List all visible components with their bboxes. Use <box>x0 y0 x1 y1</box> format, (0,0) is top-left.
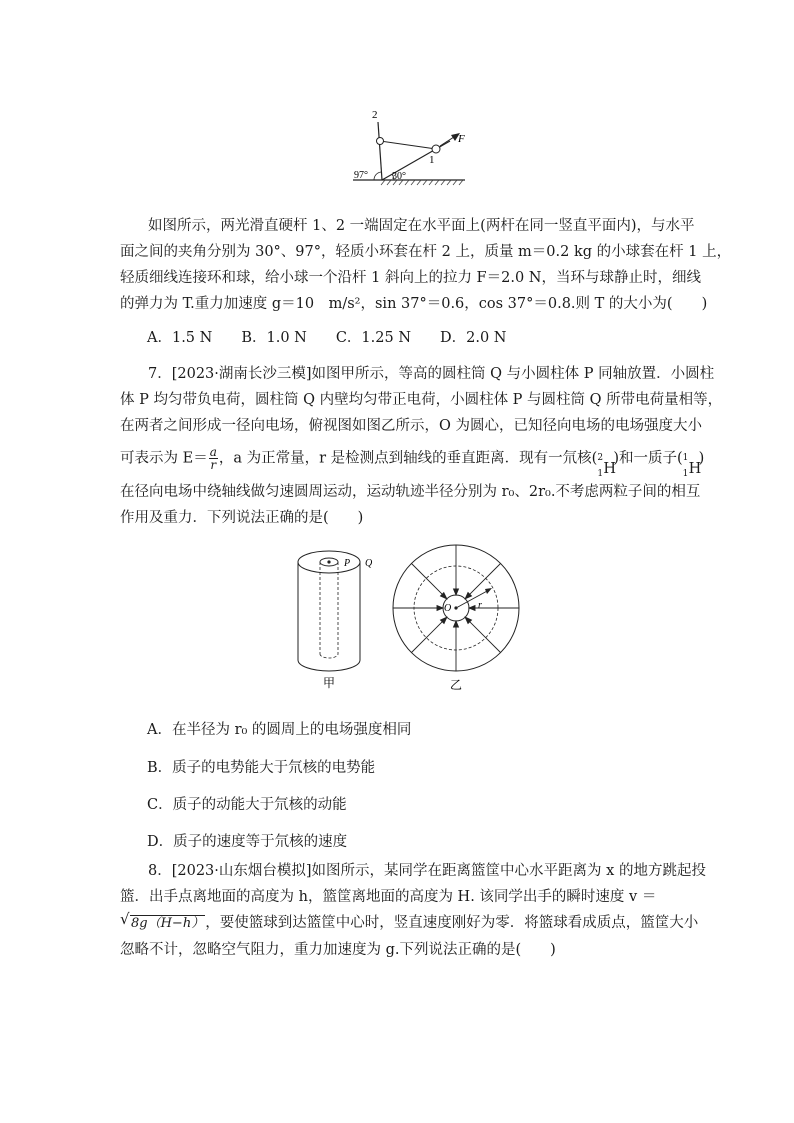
label-P: P <box>344 558 351 569</box>
radius-arrowhead <box>485 588 492 594</box>
thread <box>380 141 436 149</box>
q8-stem-line3: √ 8g（H−h），要使篮球到达篮筐中心时，竖直速度刚好为零．将篮球看成质点，篮筐大小 <box>120 910 699 931</box>
q7-stem-line4: 可表示为 E＝ $\frac{a}{r}$ ，a 为正常量，r 是检测点到轴线的垂直距离．现有一氘核( 2 1 H )和一质子( 1 1 H ) <box>120 445 705 479</box>
q8-stem-line2: 篮．出手点离地面的高度为 h，篮筐离地面的高度为 H. 该同学出手的瞬时速度 v ＝ <box>120 889 657 905</box>
rod-2 <box>378 122 382 180</box>
ball <box>432 145 440 153</box>
angle-arc-97 <box>374 172 381 180</box>
field-fraction: $\frac{a}{r}$ <box>209 445 217 472</box>
axis-dot <box>327 560 330 563</box>
caption-yi: 乙 <box>450 678 463 692</box>
q8-stem-line4: 忽略不计，忽略空气阻力，重力加速度为 g.下列说法正确的是( ) <box>120 942 556 958</box>
ring <box>377 138 384 145</box>
caption-jia: 甲 <box>323 676 336 689</box>
angle-97-label: 97° <box>354 170 368 181</box>
rods-figure <box>345 100 475 186</box>
angle-30-label: 30° <box>392 171 406 182</box>
label-r: r <box>478 600 482 611</box>
q7-option-a: A．在半径为 r₀ 的圆周上的电场强度相同 <box>147 722 412 738</box>
inner-cylinder-bottom <box>320 654 338 658</box>
cylinder-figure-jia <box>292 544 382 689</box>
radial-field-figure-yi <box>386 544 526 692</box>
radius-line <box>456 590 489 608</box>
q7-stem-line2: 体 P 均匀带负电荷，圆柱筒 Q 内壁均匀带正电荷，小圆柱体 P 与圆柱筒 Q 所带电荷量相等， <box>120 392 723 408</box>
sqrt-expression: √ 8g（H−h） <box>120 910 205 931</box>
q6-stem-line2: 面之间的夹角分别为 30°、97°，轻质小环套在杆 2 上，质量 m＝0.2 kg 的小球套在杆 1 上， <box>120 244 732 260</box>
rod-2-label: 2 <box>372 109 378 121</box>
q7-stem-line5: 在径向电场中绕轴线做匀速圆周运动，运动轨迹半径分别为 r₀、2r₀.不考虑两粒子间的相互 <box>120 484 701 500</box>
q7-stem-line6: 作用及重力．下列说法正确的是( ) <box>120 510 364 526</box>
q7-stem-line3: 在两者之间形成一径向电场，俯视图如图乙所示，O 为圆心，已知径向电场的电场强度大小 <box>120 418 702 434</box>
q6-stem-line4: 的弹力为 T.重力加速度 g＝10 m/s²，sin 37°＝0.6，cos 37°＝0.8.则 T 的大小为( ) <box>120 296 708 312</box>
q8-stem-line1: 8．[2023·山东烟台模拟]如图所示，某同学在距离篮筐中心水平距离为 x 的地方跳起投 <box>148 863 706 879</box>
q7-stem-line1: 7．[2023·湖南长沙三模]如图甲所示，等高的圆柱筒 Q 与小圆柱体 P 同轴放置．小圆柱 <box>148 366 715 382</box>
rod-1-label: 1 <box>429 154 435 166</box>
q6-stem-line1: 如图所示，两光滑直硬杆 1、2 一端固定在水平面上(两杆在同一竖直平面内)，与水平 <box>148 218 695 234</box>
q6-options: A．1.5 N B．1.0 N C．1.25 N D．2.0 N <box>147 330 507 346</box>
label-Q: Q <box>365 558 373 569</box>
label-O: O <box>444 603 452 614</box>
q6-stem-line3: 轻质细线连接环和球，给小球一个沿杆 1 斜向上的拉力 F＝2.0 N，当环与球静止时，细线 <box>120 270 701 286</box>
outer-cylinder-bottom <box>298 660 360 671</box>
q7-option-c: C．质子的动能大于氘核的动能 <box>147 797 347 813</box>
q7-option-b: B．质子的电势能大于氘核的电势能 <box>147 760 376 776</box>
center-dot <box>454 606 457 609</box>
q7-option-d: D．质子的速度等于氘核的速度 <box>147 834 348 850</box>
force-label: F <box>458 133 465 145</box>
